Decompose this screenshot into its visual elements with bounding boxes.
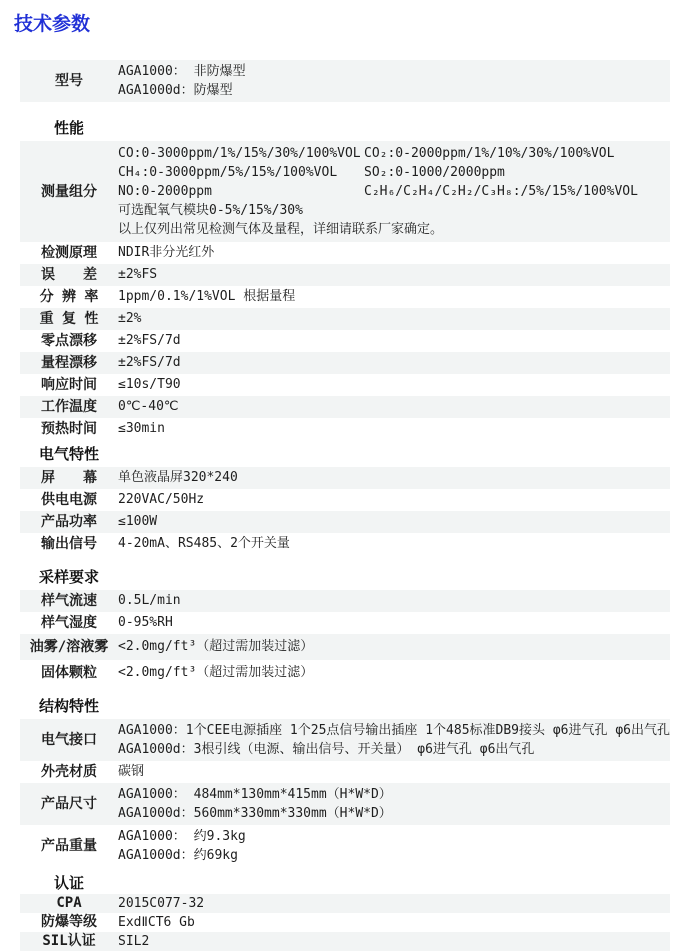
row-value [118, 721, 670, 759]
page-title: 技术参数 [14, 13, 91, 35]
row-output-signal [20, 533, 670, 555]
row-value: ±2%FS [118, 267, 158, 282]
row-error [20, 264, 670, 286]
row-sil-certification [20, 932, 670, 951]
row-sample-humidity [20, 612, 670, 634]
row-value: 单色液晶屏320*240 [118, 470, 238, 485]
row-value: ≤30min [118, 421, 165, 436]
row-explosion-proof-grade [20, 913, 670, 932]
row-label: 油雾/溶液雾 [29, 639, 109, 655]
row-label: 量程漂移 [41, 355, 97, 371]
row-value: 1ppm/0.1%/1%VOL 根据量程 [118, 289, 296, 304]
row-value: 0-95%RH [118, 615, 173, 630]
row-label: 分 辨 率 [39, 289, 99, 305]
row-value-line: AGA1000d：约69kg [118, 848, 238, 863]
row-oil-mist [20, 634, 670, 660]
row-label: 样气流速 [41, 593, 97, 609]
row-measured-components [20, 141, 670, 242]
row-resolution [20, 286, 670, 308]
row-value: 4-20mA、RS485、2个开关量 [118, 536, 290, 551]
row-value: ±2% [118, 311, 142, 326]
row-value-line: AGA1000： 约9.3kg [118, 829, 246, 844]
row-sample-flow [20, 590, 670, 612]
row-value-line: AGA1000： 非防爆型 [118, 64, 246, 79]
row-value: ±2%FS/7d [118, 333, 181, 348]
row-label: 重 复 性 [39, 311, 99, 327]
row-value: ≤10s/T90 [118, 377, 181, 392]
row-label: 产品重量 [41, 838, 97, 854]
row-screen [20, 467, 670, 489]
row-value [118, 144, 670, 239]
row-label: 零点漂移 [41, 333, 97, 349]
row-label: 检测原理 [41, 245, 97, 261]
gas-spec: C₂H₆/C₂H₄/C₂H₂/C₃H₈:/5%/15%/100%VOL [364, 184, 638, 199]
gas-spec: CO₂:0-2000ppm/1%/10%/30%/100%VOL [364, 146, 615, 161]
row-value: 2015C077-32 [118, 896, 205, 911]
row-value-line: AGA1000d：防爆型 [118, 83, 233, 98]
row-label: 屏 幕 [41, 470, 97, 486]
row-label: 误 差 [41, 267, 97, 283]
row-repeatability [20, 308, 670, 330]
row-value [118, 827, 670, 865]
section-header-structure: 结构特性 [38, 697, 99, 715]
row-value-line: 可选配氧气模块0-5%/15%/30% [118, 203, 303, 218]
row-label: SIL认证 [42, 933, 96, 949]
row-value: 碳钢 [118, 764, 145, 779]
gas-spec: NO:0-2000ppm [118, 184, 212, 199]
row-label: 工作温度 [41, 399, 97, 415]
row-label: 产品尺寸 [41, 796, 97, 812]
row-label: 型号 [55, 73, 83, 89]
row-response-time [20, 374, 670, 396]
row-zero-drift [20, 330, 670, 352]
row-value: SIL2 [118, 934, 150, 949]
gas-spec: CH₄:0-3000ppm/5%/15%/100%VOL [118, 165, 338, 180]
row-span-drift [20, 352, 670, 374]
row-value-line [118, 144, 670, 163]
row-shell-material [20, 761, 670, 783]
row-warmup-time [20, 418, 670, 440]
row-value [118, 62, 670, 100]
section-header-electrical: 电气特性 [38, 445, 99, 463]
row-product-dimensions [20, 783, 670, 825]
row-label: 电气接口 [41, 732, 97, 748]
row-value: ±2%FS/7d [118, 355, 181, 370]
row-label: 产品功率 [41, 514, 97, 530]
row-model [20, 60, 670, 102]
row-value-line: AGA1000d：560mm*330mm*330mm（H*W*D） [118, 806, 392, 821]
row-label: 固体颗粒 [41, 665, 97, 681]
row-value: 220VAC/50Hz [118, 492, 205, 507]
section-header-certification: 认证 [53, 874, 84, 892]
row-label: CPA [56, 895, 82, 911]
row-value: <2.0mg/ft³（超过需加装过滤） [118, 639, 314, 654]
row-power-supply [20, 489, 670, 511]
row-value: 0℃-40℃ [118, 399, 179, 414]
row-value-line [118, 163, 670, 182]
row-label: 外壳材质 [41, 764, 97, 780]
row-cpa [20, 894, 670, 913]
section-header-sampling: 采样要求 [38, 568, 99, 586]
row-label: 测量组分 [41, 183, 97, 200]
row-label: 防爆等级 [41, 914, 97, 930]
row-label: 预热时间 [41, 421, 97, 437]
row-value: 0.5L/min [118, 593, 181, 608]
row-detection-principle [20, 242, 670, 264]
row-value: ≤100W [118, 514, 158, 529]
row-value [118, 785, 670, 823]
row-value-line: 以上仅列出常见检测气体及量程，详细请联系厂家确定。 [118, 222, 444, 237]
row-value-line: AGA1000： 484mm*130mm*415mm（H*W*D） [118, 787, 392, 802]
row-product-weight [20, 825, 670, 867]
row-label: 样气湿度 [41, 615, 97, 631]
row-value: <2.0mg/ft³（超过需加装过滤） [118, 665, 314, 680]
row-label: 响应时间 [41, 377, 97, 393]
row-electrical-interface [20, 719, 670, 761]
row-solid-particles [20, 660, 670, 686]
row-value-line: AGA1000：1个CEE电源插座 1个25点信号输出插座 1个485标准DB9接头 φ6进气孔 φ6出气孔 [118, 723, 670, 738]
row-value-line [118, 182, 670, 201]
spec-table [20, 60, 670, 951]
gas-spec: SO₂:0-1000/2000ppm [364, 165, 505, 180]
row-value-line: AGA1000d：3根引线（电源、输出信号、开关量） φ6进气孔 φ6出气孔 [118, 742, 535, 757]
section-header-performance: 性能 [53, 119, 84, 137]
row-working-temperature [20, 396, 670, 418]
row-power-consumption [20, 511, 670, 533]
gas-spec: CO:0-3000ppm/1%/15%/30%/100%VOL [118, 146, 361, 161]
row-label: 输出信号 [41, 536, 97, 552]
row-value: ExdⅡCT6 Gb [118, 915, 195, 930]
row-label: 供电电源 [41, 492, 97, 508]
row-value: NDIR非分光红外 [118, 245, 215, 260]
